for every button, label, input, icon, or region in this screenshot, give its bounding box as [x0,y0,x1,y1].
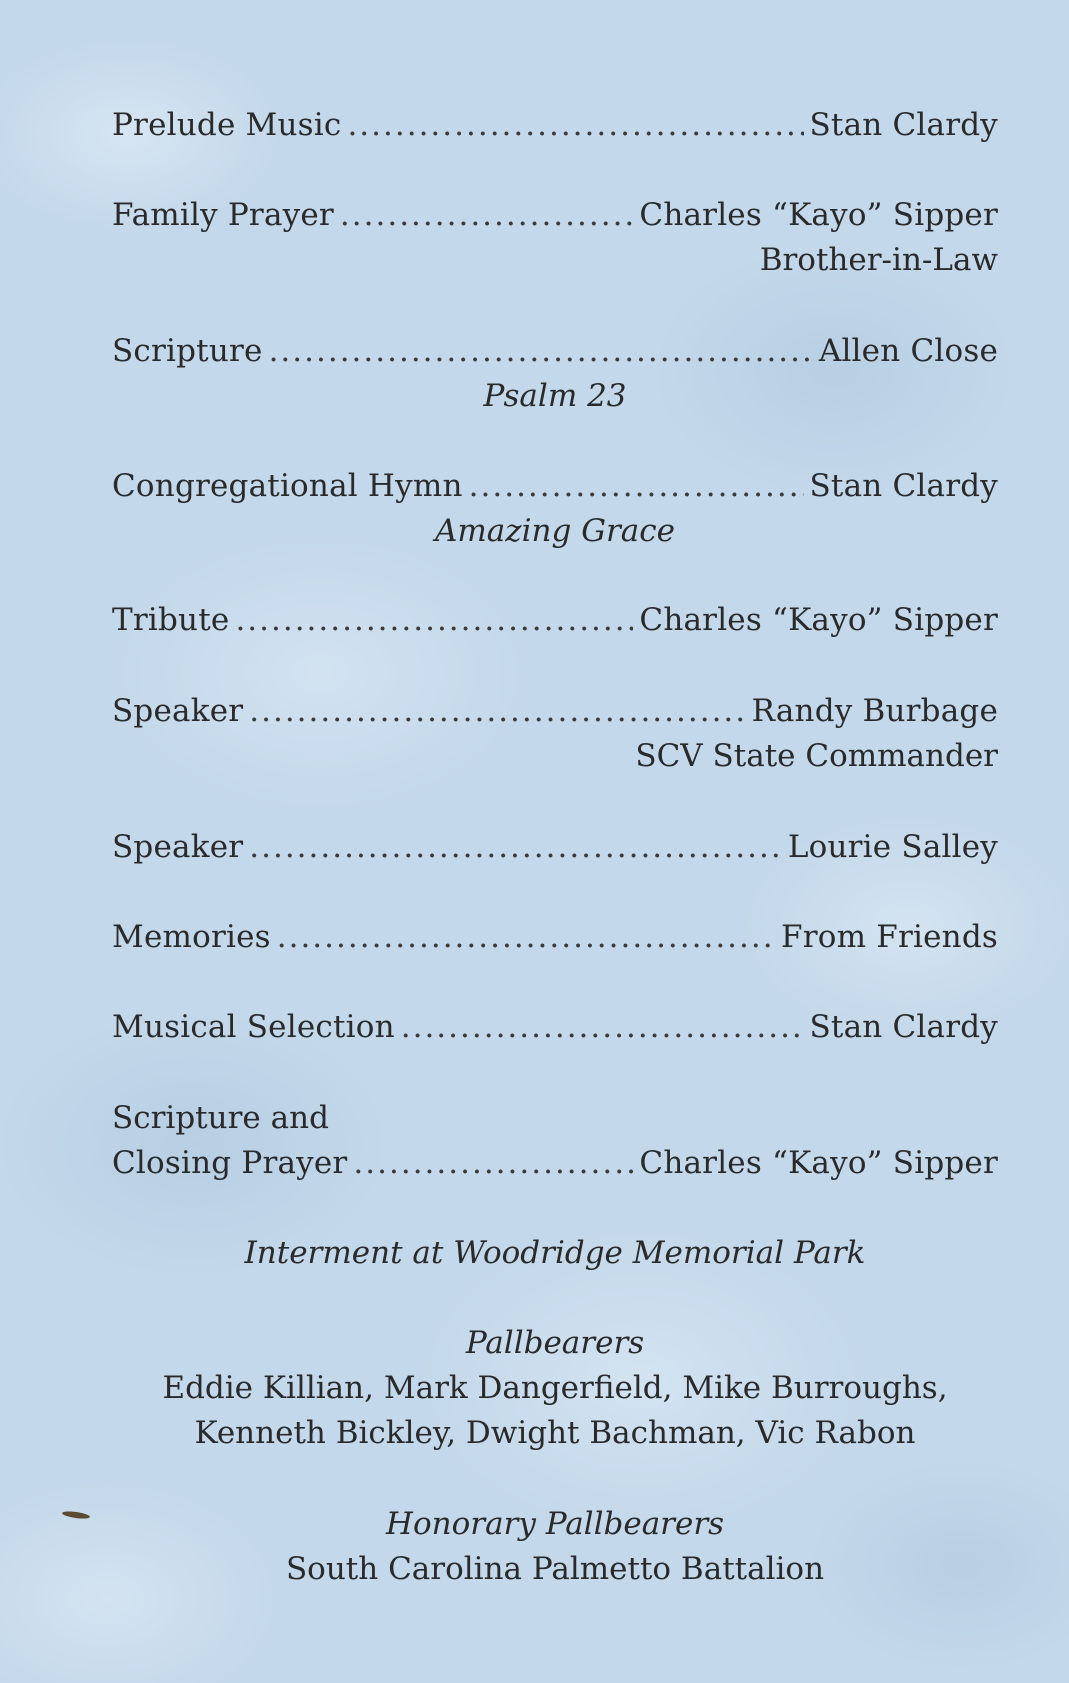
service-item-scripture [112,329,998,373]
service-item-participant: Charles “Kayo” Sipper [639,1145,998,1181]
dot-leader [353,1141,633,1185]
dot-leader [269,329,813,373]
interment-notice: Interment at Woodridge Memorial Park [244,1235,866,1271]
pallbearers-names-line2: Kenneth Bickley, Dwight Bachman, Vic Rabon [194,1415,916,1451]
service-item-participant: Allen Close [818,333,998,369]
service-item-label: Speaker [112,829,244,865]
service-item-participant: Stan Clardy [809,1009,998,1045]
service-item-hymn [112,464,998,508]
honorary-pallbearers-names: South Carolina Palmetto Battalion [285,1551,825,1587]
service-item-participant: Lourie Salley [787,829,998,865]
service-item-label: Closing Prayer [112,1145,348,1181]
dot-leader [340,193,633,237]
service-item-label: Memories [112,919,271,955]
service-item-participant: From Friends [781,919,998,955]
service-item-label-line1: Scripture and [112,1100,329,1136]
service-item-participant: Randy Burbage [751,693,998,729]
service-item-family-prayer [112,193,998,237]
service-item-label: Family Prayer [112,197,334,233]
service-item-label: Scripture [112,333,263,369]
service-item-participant: Charles “Kayo” Sipper [639,197,998,233]
participant-relation: Brother-in-Law [759,242,998,278]
service-item-prelude [112,103,998,147]
service-item-memories [112,915,998,959]
dot-leader [235,598,633,642]
funeral-program [112,0,998,1683]
service-item-label: Speaker [112,693,244,729]
dot-leader [347,103,803,147]
service-item-label: Prelude Music [112,107,342,143]
hymn-title: Amazing Grace [435,513,675,549]
paper-fleck [62,1510,91,1520]
service-item-label: Musical Selection [112,1009,395,1045]
dot-leader [277,915,775,959]
service-item-participant: Stan Clardy [809,107,998,143]
dot-leader [401,1005,804,1049]
dot-leader [469,464,804,508]
service-item-participant: Stan Clardy [809,468,998,504]
participant-title: SCV State Commander [635,738,998,774]
honorary-pallbearers-heading: Honorary Pallbearers [385,1506,725,1542]
dot-leader [249,689,745,733]
dot-leader [249,825,782,869]
scripture-reference: Psalm 23 [483,378,627,414]
service-item-speaker [112,689,998,733]
service-item-musical-selection [112,1005,998,1049]
pallbearers-names-line1: Eddie Killian, Mark Dangerfield, Mike Burroughs, [162,1370,948,1406]
pallbearers-heading: Pallbearers [465,1325,645,1361]
service-item-label: Tribute [112,602,230,638]
service-item-closing-prayer [112,1141,998,1185]
service-item-participant: Charles “Kayo” Sipper [639,602,998,638]
service-item-tribute [112,598,998,642]
service-item-label: Congregational Hymn [112,468,463,504]
service-item-speaker [112,825,998,869]
